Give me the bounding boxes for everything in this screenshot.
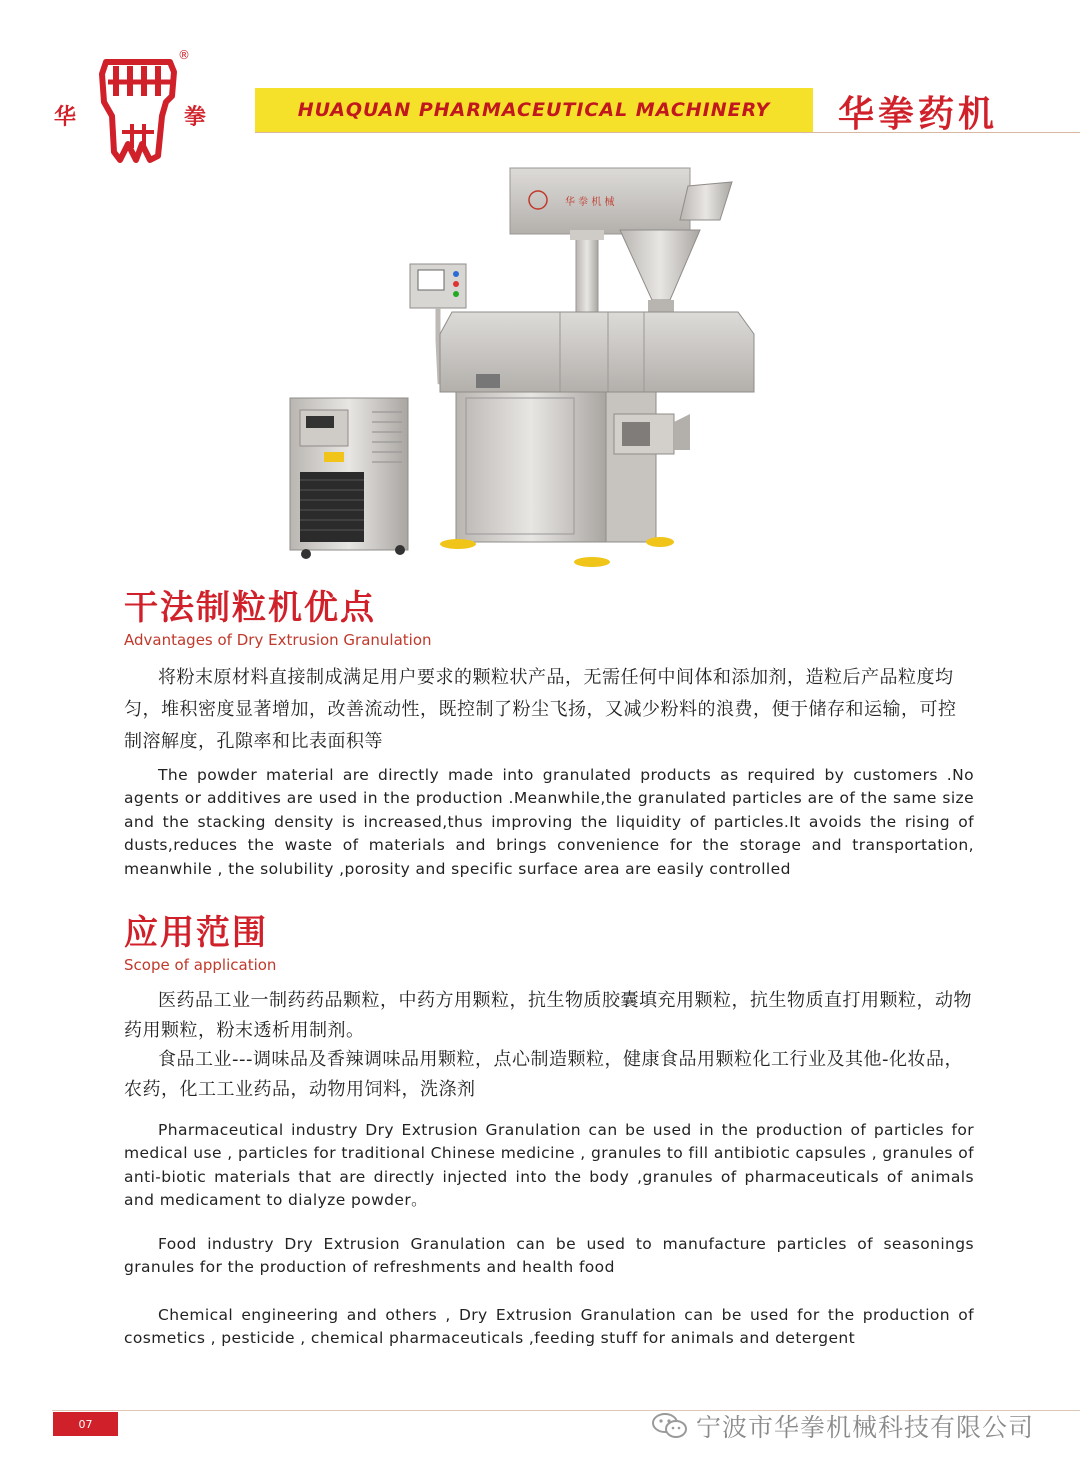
advantages-paragraph-cn: 将粉末原材料直接制成满足用户要求的颗粒状产品，无需任何中间体和添加剂，造粒后产品粒度均匀，堆积密度显著增加，改善流动性，既控制了粉尘飞扬，又减少粉料的浪费，便于储存和运输，可控制溶解度，孔隙率和比表面积等 xyxy=(124,667,957,752)
scope-paragraph-cn-pharma: 医药品工业一制药药品颗粒，中药方用颗粒，抗生物质胶囊填充用颗粒，抗生物质直打用颗粒，动物药用颗粒，粉末透析用制剂。 xyxy=(124,990,972,1041)
granulator-machine-image xyxy=(280,160,800,580)
page-number: 07 xyxy=(53,1412,118,1436)
scope-paragraph-cn-food: 食品工业---调味品及香辣调味品用颗粒，点心制造颗粒，健康食品用颗粒化工行业及其他-化妆品，农药，化工工业药品，动物用饲料，洗涤剂 xyxy=(124,1049,963,1100)
scope-paragraph-en-food: Food industry Dry Extrusion Granulation can be used to manufacture particles of seasonings granules for the production of refreshments and health food xyxy=(124,1235,974,1277)
scope-paragraph-en-chemical: Chemical engineering and others , Dry Extrusion Granulation can be used for the production of cosmetics , pesticide , chemical pharmaceuticals ,feeding stuff for animals and detergent xyxy=(124,1306,974,1348)
company-logo xyxy=(52,48,222,168)
logo-right-char: 拳 xyxy=(184,104,207,130)
section-title-advantages-en: Advantages of Dry Extrusion Granulation xyxy=(124,631,432,649)
registered-mark: ® xyxy=(178,48,190,62)
wechat-icon xyxy=(650,1411,690,1441)
banner-text: HUAQUAN PHARMACEUTICAL MACHINERY xyxy=(297,99,771,121)
logo-left-char: 华 xyxy=(54,104,77,130)
page-header xyxy=(0,0,1080,170)
scope-paragraph-en-pharma: Pharmaceutical industry Dry Extrusion Granulation can be used in the production of particles for medical use , particles for traditional Chinese medicine , granules to fill antibiotic capsules , granules of anti-biotic materials that are directly injected into the body ,granules of pharmaceuticals of animals and medicament to dialyze powder。 xyxy=(124,1121,974,1210)
footer-company xyxy=(650,1408,1034,1444)
fist-logo-icon xyxy=(92,52,184,164)
section-title-advantages-cn: 干法制粒机优点 xyxy=(124,588,376,628)
machine-label: 华 拳 机 械 xyxy=(565,197,615,208)
section-title-scope-en: Scope of application xyxy=(124,956,277,974)
section-title-scope-cn: 应用范围 xyxy=(124,913,268,953)
brand-name-cn: 华拳药机 xyxy=(838,93,999,135)
header-banner xyxy=(255,88,813,132)
company-name: 宁波市华拳机械科技有限公司 xyxy=(696,1413,1035,1442)
advantages-paragraph-en: The powder material are directly made into granulated products as required by customers .No agents or additives are used in the production .Meanwhile,the granulated particles are of the same size and the stacking density is increased,thus improving the liquidity of particles.It avoids the rising of dusts,reduces the waste of materials and brings convenience for the storage and transportation, meanwhile , the solubility ,porosity and specific surface area are easily controlled xyxy=(124,766,974,878)
